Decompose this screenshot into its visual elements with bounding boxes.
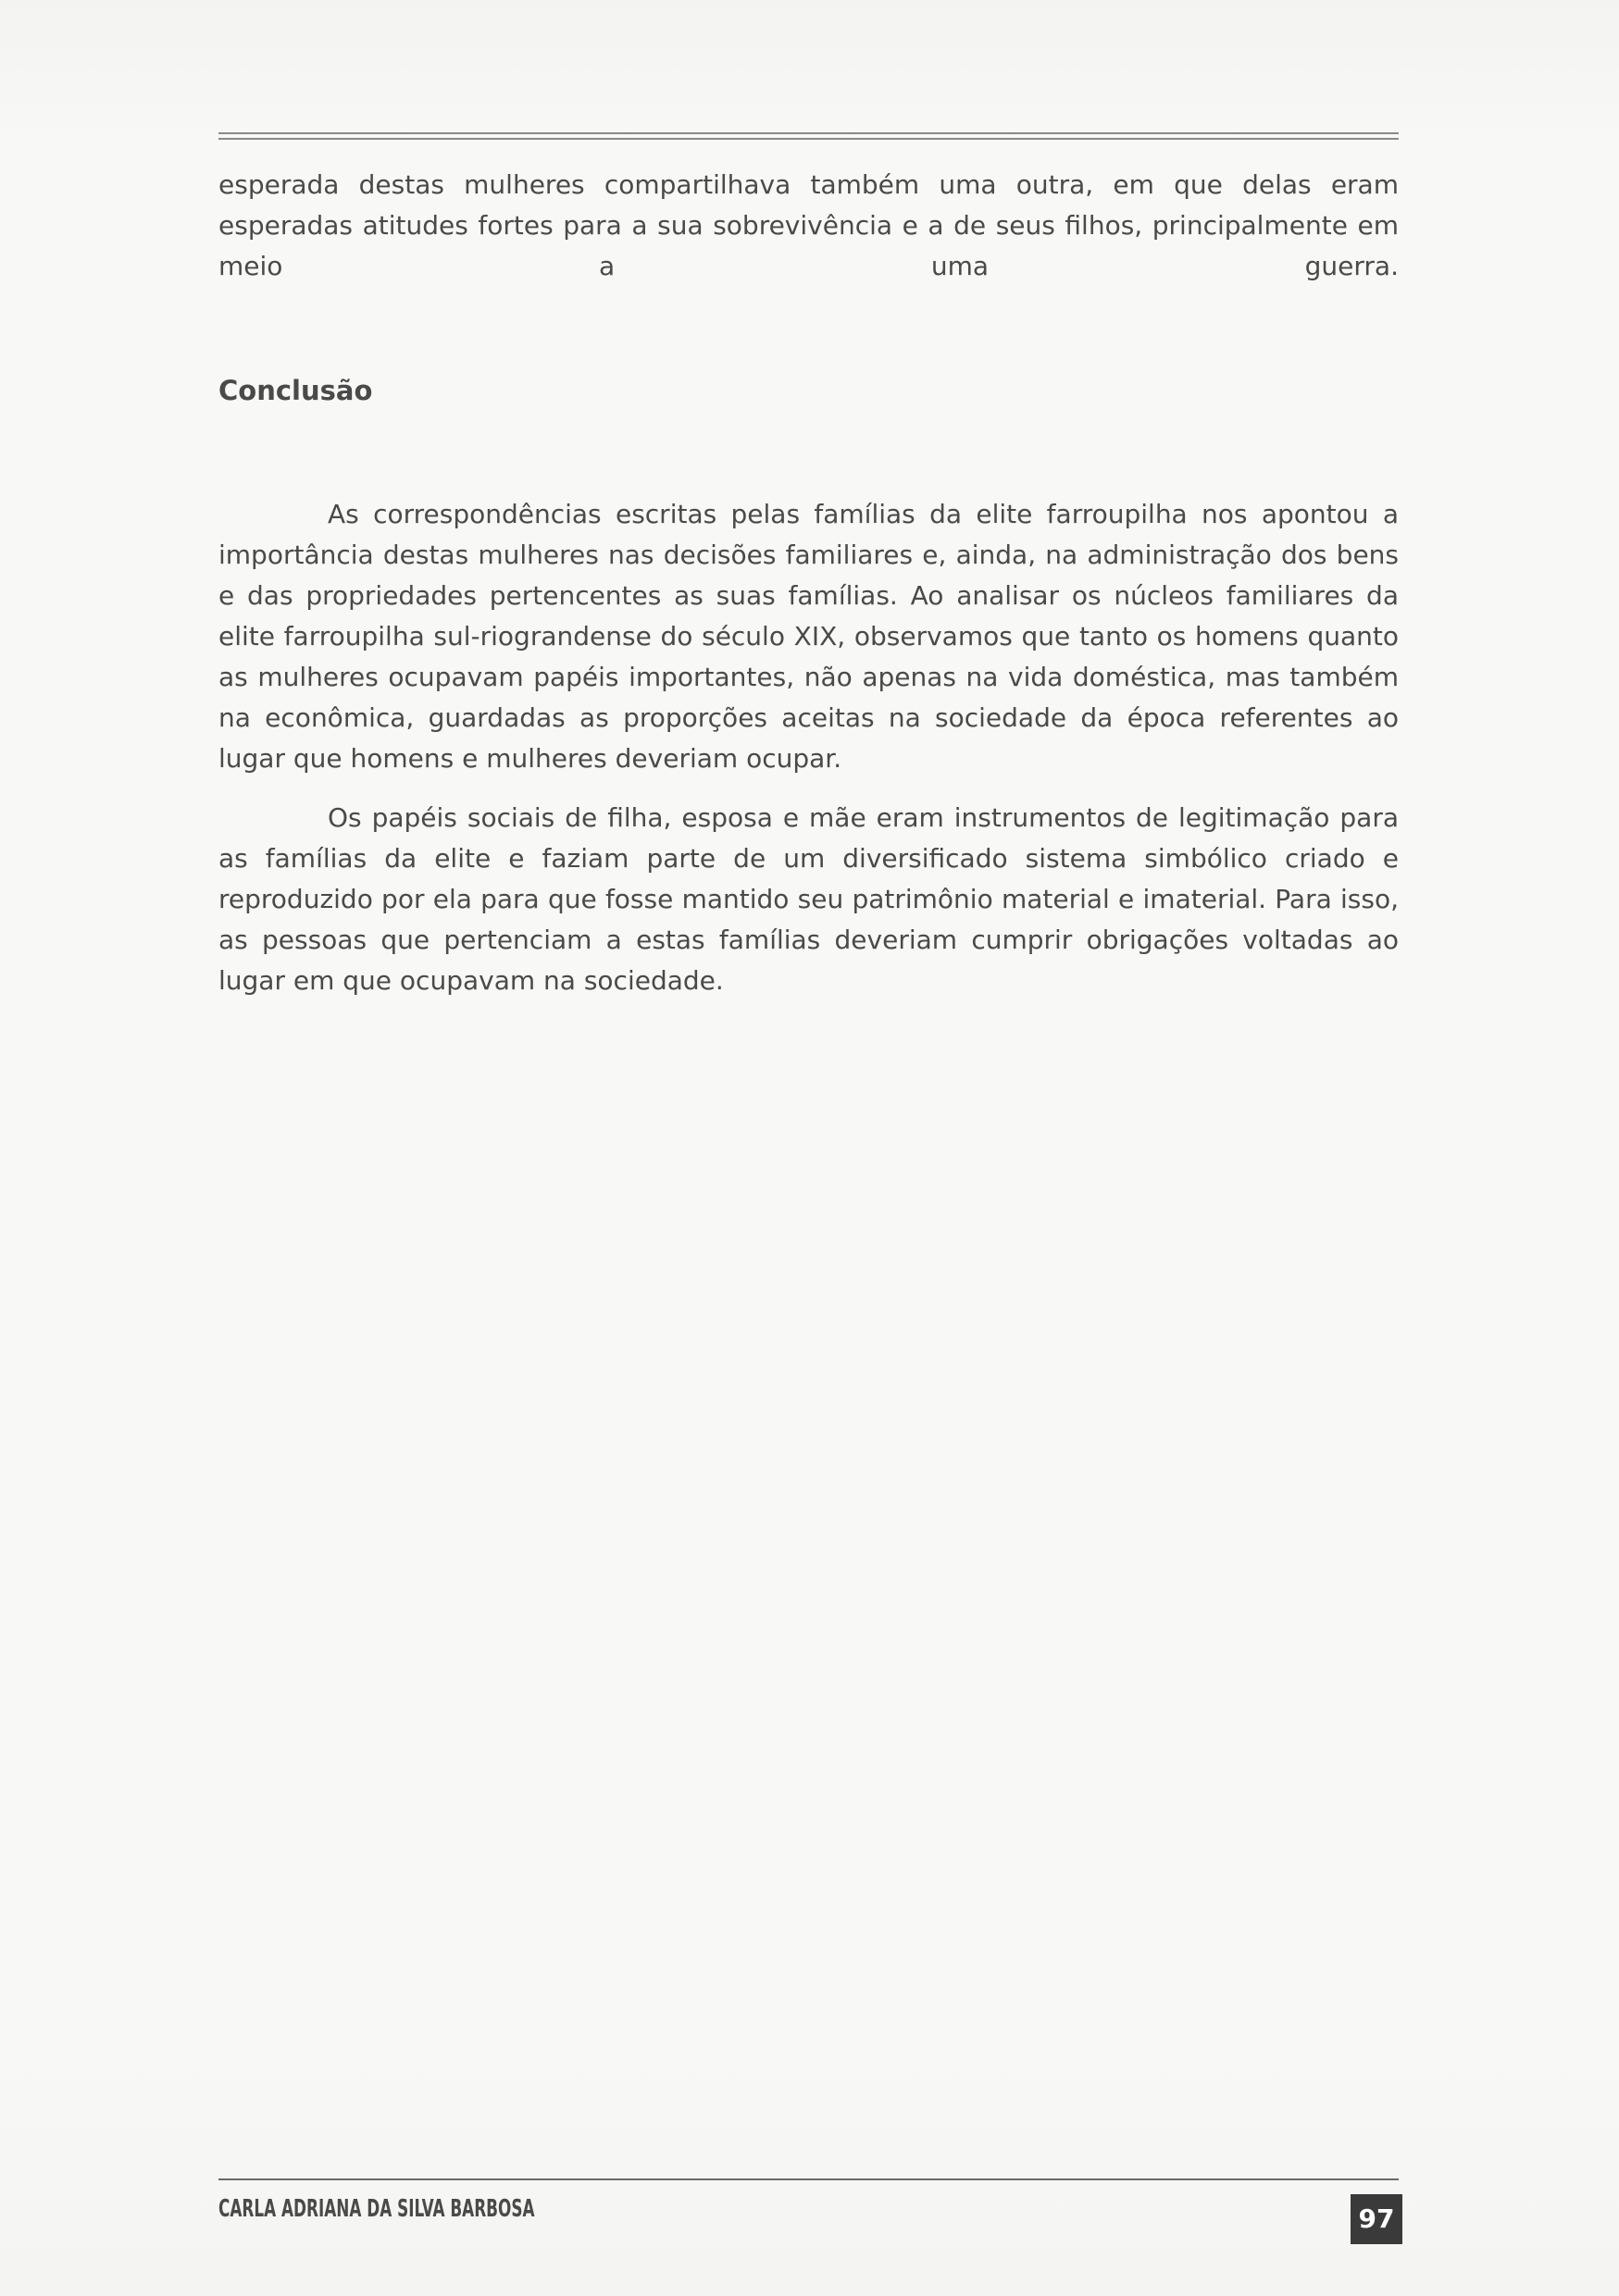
carryover-paragraph: esperada destas mulheres compartilhava também uma outra, em que delas eram esperadas atitudes fortes para a sua sobrevivência e a de seus filhos, principalmente em meio a uma guerra. <box>218 169 1399 281</box>
page-number: 97 <box>1351 2194 1402 2244</box>
main-text <box>218 165 1399 1001</box>
header-double-rule <box>218 132 1399 140</box>
conclusion-paragraph-2: Os papéis sociais de filha, esposa e mãe eram instrumentos de legitimação para as famílias da elite e faziam parte de um diversificado sistema simbólico criado e reproduzido por ela para que fosse mantido seu patrimônio material e imaterial. Para isso, as pessoas que pertenciam a estas famílias deveriam cumprir obrigações voltadas ao lugar em que ocupavam na sociedade. <box>218 802 1399 996</box>
footer-author: CARLA ADRIANA DA SILVA BARBOSA <box>218 2195 535 2223</box>
conclusion-paragraph-1: As correspondências escritas pelas famílias da elite farroupilha nos apontou a importância destas mulheres nas decisões familiares e, ainda, na administração dos bens e das propriedades pertencentes as suas famílias. Ao analisar os núcleos familiares da elite farroupilha sul-riograndense do século XIX, observamos que tanto os homens quanto as mulheres ocupavam papéis importantes, não apenas na vida doméstica, mas também na econômica, guardadas as proporções aceitas na sociedade da época referentes ao lugar que homens e mulheres deveriam ocupar. <box>218 499 1399 774</box>
footer-rule <box>218 2178 1399 2180</box>
section-heading: Conclusão <box>218 375 373 406</box>
